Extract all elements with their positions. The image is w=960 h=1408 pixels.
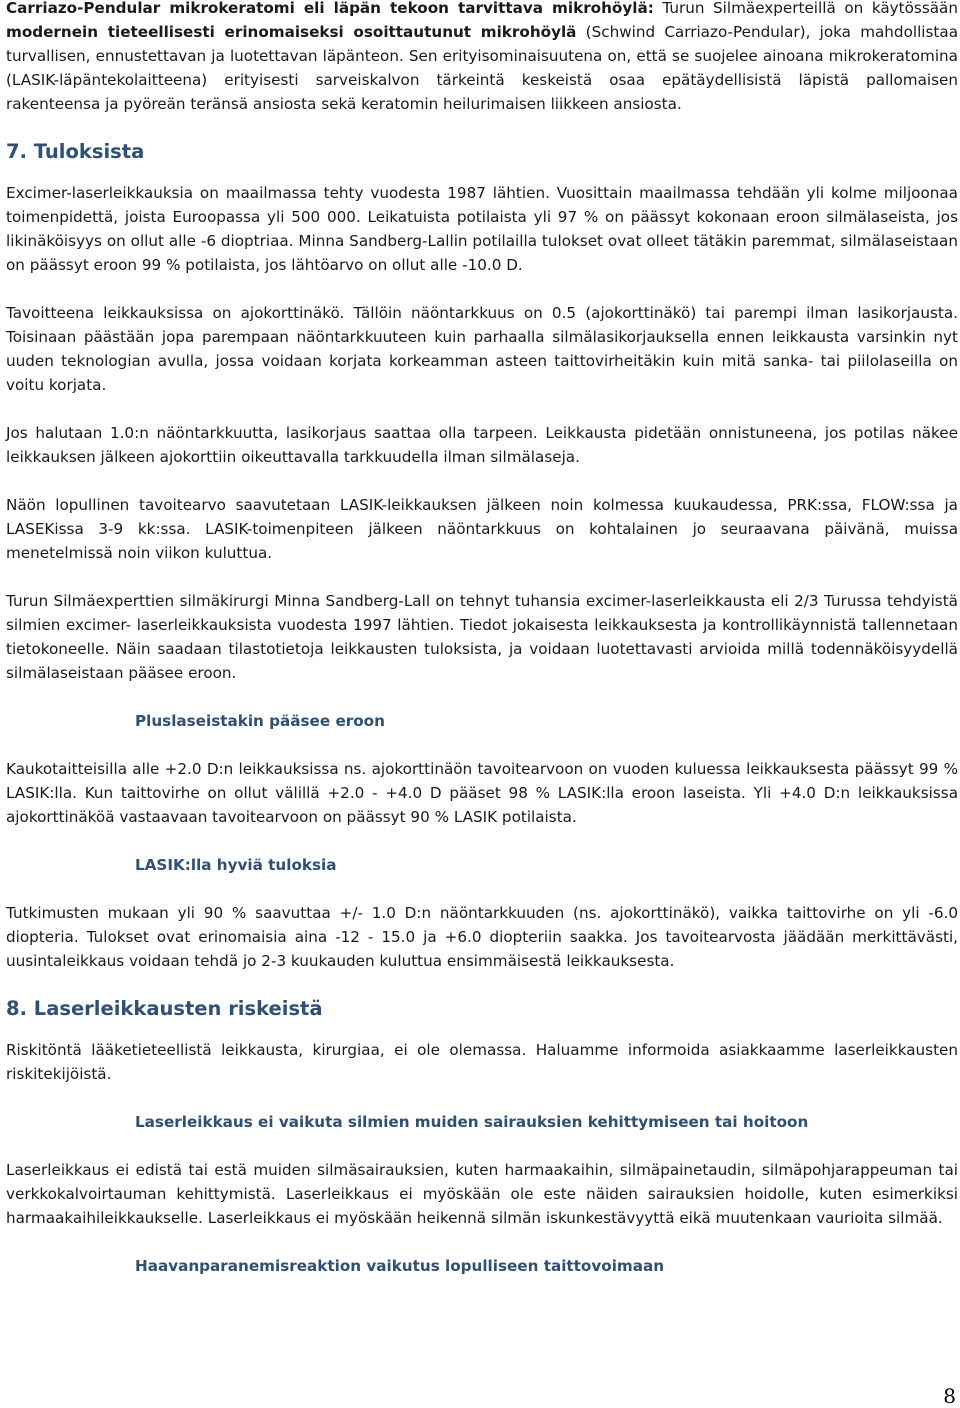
- section-8-paragraph-2: Laserleikkaus ei edistä tai estä muiden silmäsairauksien, kuten harmaakaihin, silmäpainetaudin, silmäpohjarappeuman tai verkkokalvoirtauman kehittymistä. Laserleikkaus ei myöskään ole este näiden sairauksien hoidolle, kuten esimerkiksi harmaakaihileikkaukselle. Laserleikkaus ei myöskään heikennä silmän iskunkestävyyttä eikä muutenkaan vaurioita silmää.: [6, 1161, 958, 1227]
- section-7-heading: 7. Tuloksista: [6, 140, 145, 163]
- intro-paragraph: [6, 0, 958, 116]
- intro-text: Turun Silmäexperteillä on käytössään: [653, 0, 958, 17]
- subheading-lasik-results: LASIK:lla hyviä tuloksia: [135, 856, 337, 874]
- section-7-paragraph-4: Näön lopullinen tavoitearvo saavutetaan LASIK-leikkauksen jälkeen noin kolmessa kuukaudessa, PRK:ssa, FLOW:ssa ja LASEKissa 3-9 kk:ssa. LASIK-toimenpiteen jälkeen näöntarkkuus on kohtalainen jo seuraavana päivänä, muissa menetelmissä noin viikon kuluttua.: [6, 496, 958, 562]
- document-page: [6, 0, 958, 1278]
- section-7-paragraph-2: Tavoitteena leikkauksissa on ajokorttinäkö. Tällöin näöntarkkuus on 0.5 (ajokorttinäkö) tai parempi ilman lasikorjausta. Toisinaan päästään jopa parempaan näöntarkkuuteen kuin parhaalla silmälasikorjauksella ennen leikkausta varsinkin nyt uuden teknologian avulla, jossa voidaan korjata korkeamman asteen taittovirheitäkin kuin mitä sanka- tai piilolaseilla on voitu korjata.: [6, 304, 958, 394]
- intro-text-2: (Schwind Carriazo-Pendular), joka mahdollistaa turvallisen, ennustettavan ja luotettavan läpänteon. Sen erityisominaisuutena on, että se suojelee ainoana mikrokeratomina (LASIK-läpäntekolaitteena) erityisesti sarveiskalvon tärkeintä keskeistä osaa epätäydellisistä läpistä pallomaisen rakenteensa ja pyöreän teränsä ansiosta sekä keratomin heilurimaisen liikkeen ansiosta.: [6, 23, 958, 113]
- section-8-heading: 8. Laserleikkausten riskeistä: [6, 997, 323, 1020]
- section-7-paragraph-5: Turun Silmäexperttien silmäkirurgi Minna Sandberg-Lall on tehnyt tuhansia excimer-laserleikkausta eli 2/3 Turussa tehdyistä silmien excimer- laserleikkauksista vuodesta 1997 lähtien. Tiedot jokaisesta leikkauksesta ja kontrollikäynnistä tallennetaan tietokoneelle. Näin saadaan tilastotietoja leikkausten tuloksista, ja voidaan luotettavasti arvioida millä todennäköisyydellä silmälaseistaan pääsee eroon.: [6, 592, 958, 682]
- subheading-wound-healing: Haavanparanemisreaktion vaikutus lopulliseen taittovoimaan: [135, 1257, 665, 1275]
- intro-lead-2: modernein tieteellisesti erinomaiseksi osoittautunut mikrohöylä: [6, 23, 577, 41]
- section-7-paragraph-6: Kaukotaitteisilla alle +2.0 D:n leikkauksissa ns. ajokorttinäön tavoitearvoon on vuoden kuluessa leikkauksesta päässyt 99 % LASIK:lla. Kun taittovirhe on ollut välillä +2.0 - +4.0 D pääset 98 % LASIK:lla eroon laseista. Yli +4.0 D:n leikkauksissa ajokorttinäköä vastaavaan tavoitearvoon on päässyt 90 % LASIK potilaista.: [6, 760, 958, 826]
- section-8-paragraph-1: Riskitöntä lääketieteellistä leikkausta, kirurgiaa, ei ole olemassa. Haluamme informoida asiakkaamme laserleikkausten riskitekijöistä.: [6, 1041, 958, 1083]
- intro-lead: Carriazo-Pendular mikrokeratomi eli läpän tekoon tarvittava mikrohöylä:: [6, 0, 654, 17]
- section-7-paragraph-3: Jos halutaan 1.0:n näöntarkkuutta, lasikorjaus saattaa olla tarpeen. Leikkausta pidetään onnistuneena, jos potilas näkee leikkauksen jälkeen ajokorttiin oikeuttavalla tarkkuudella ilman silmälaseja.: [6, 424, 958, 466]
- page-number: 8: [943, 1384, 956, 1408]
- subheading-other-diseases: Laserleikkaus ei vaikuta silmien muiden sairauksien kehittymiseen tai hoitoon: [135, 1113, 809, 1131]
- subheading-pluslasit: Pluslaseistakin pääsee eroon: [135, 712, 385, 730]
- section-7-paragraph-1: Excimer-laserleikkauksia on maailmassa tehty vuodesta 1987 lähtien. Vuosittain maailmassa tehdään yli kolme miljoonaa toimenpidettä, joista Euroopassa yli 500 000. Leikatuista potilaista yli 97 % on päässyt kokonaan eroon silmälaseista, jos likinäköisyys on ollut alle -6 dioptriaa. Minna Sandberg-Lallin potilailla tulokset ovat olleet tätäkin paremmat, silmälaseistaan on päässyt eroon 99 % potilaista, jos lähtöarvo on ollut alle -10.0 D.: [6, 184, 958, 274]
- section-7-paragraph-7: Tutkimusten mukaan yli 90 % saavuttaa +/- 1.0 D:n näöntarkkuuden (ns. ajokorttinäkö), vaikka taittovirhe on yli -6.0 diopteria. Tulokset ovat erinomaisia aina -12 - 15.0 ja +6.0 diopteriin saakka. Jos tavoitearvosta jäädään merkittävästi, uusintaleikkaus voidaan tehdä jo 2-3 kuukauden kuluttua ensimmäisestä leikkauksesta.: [6, 904, 958, 970]
